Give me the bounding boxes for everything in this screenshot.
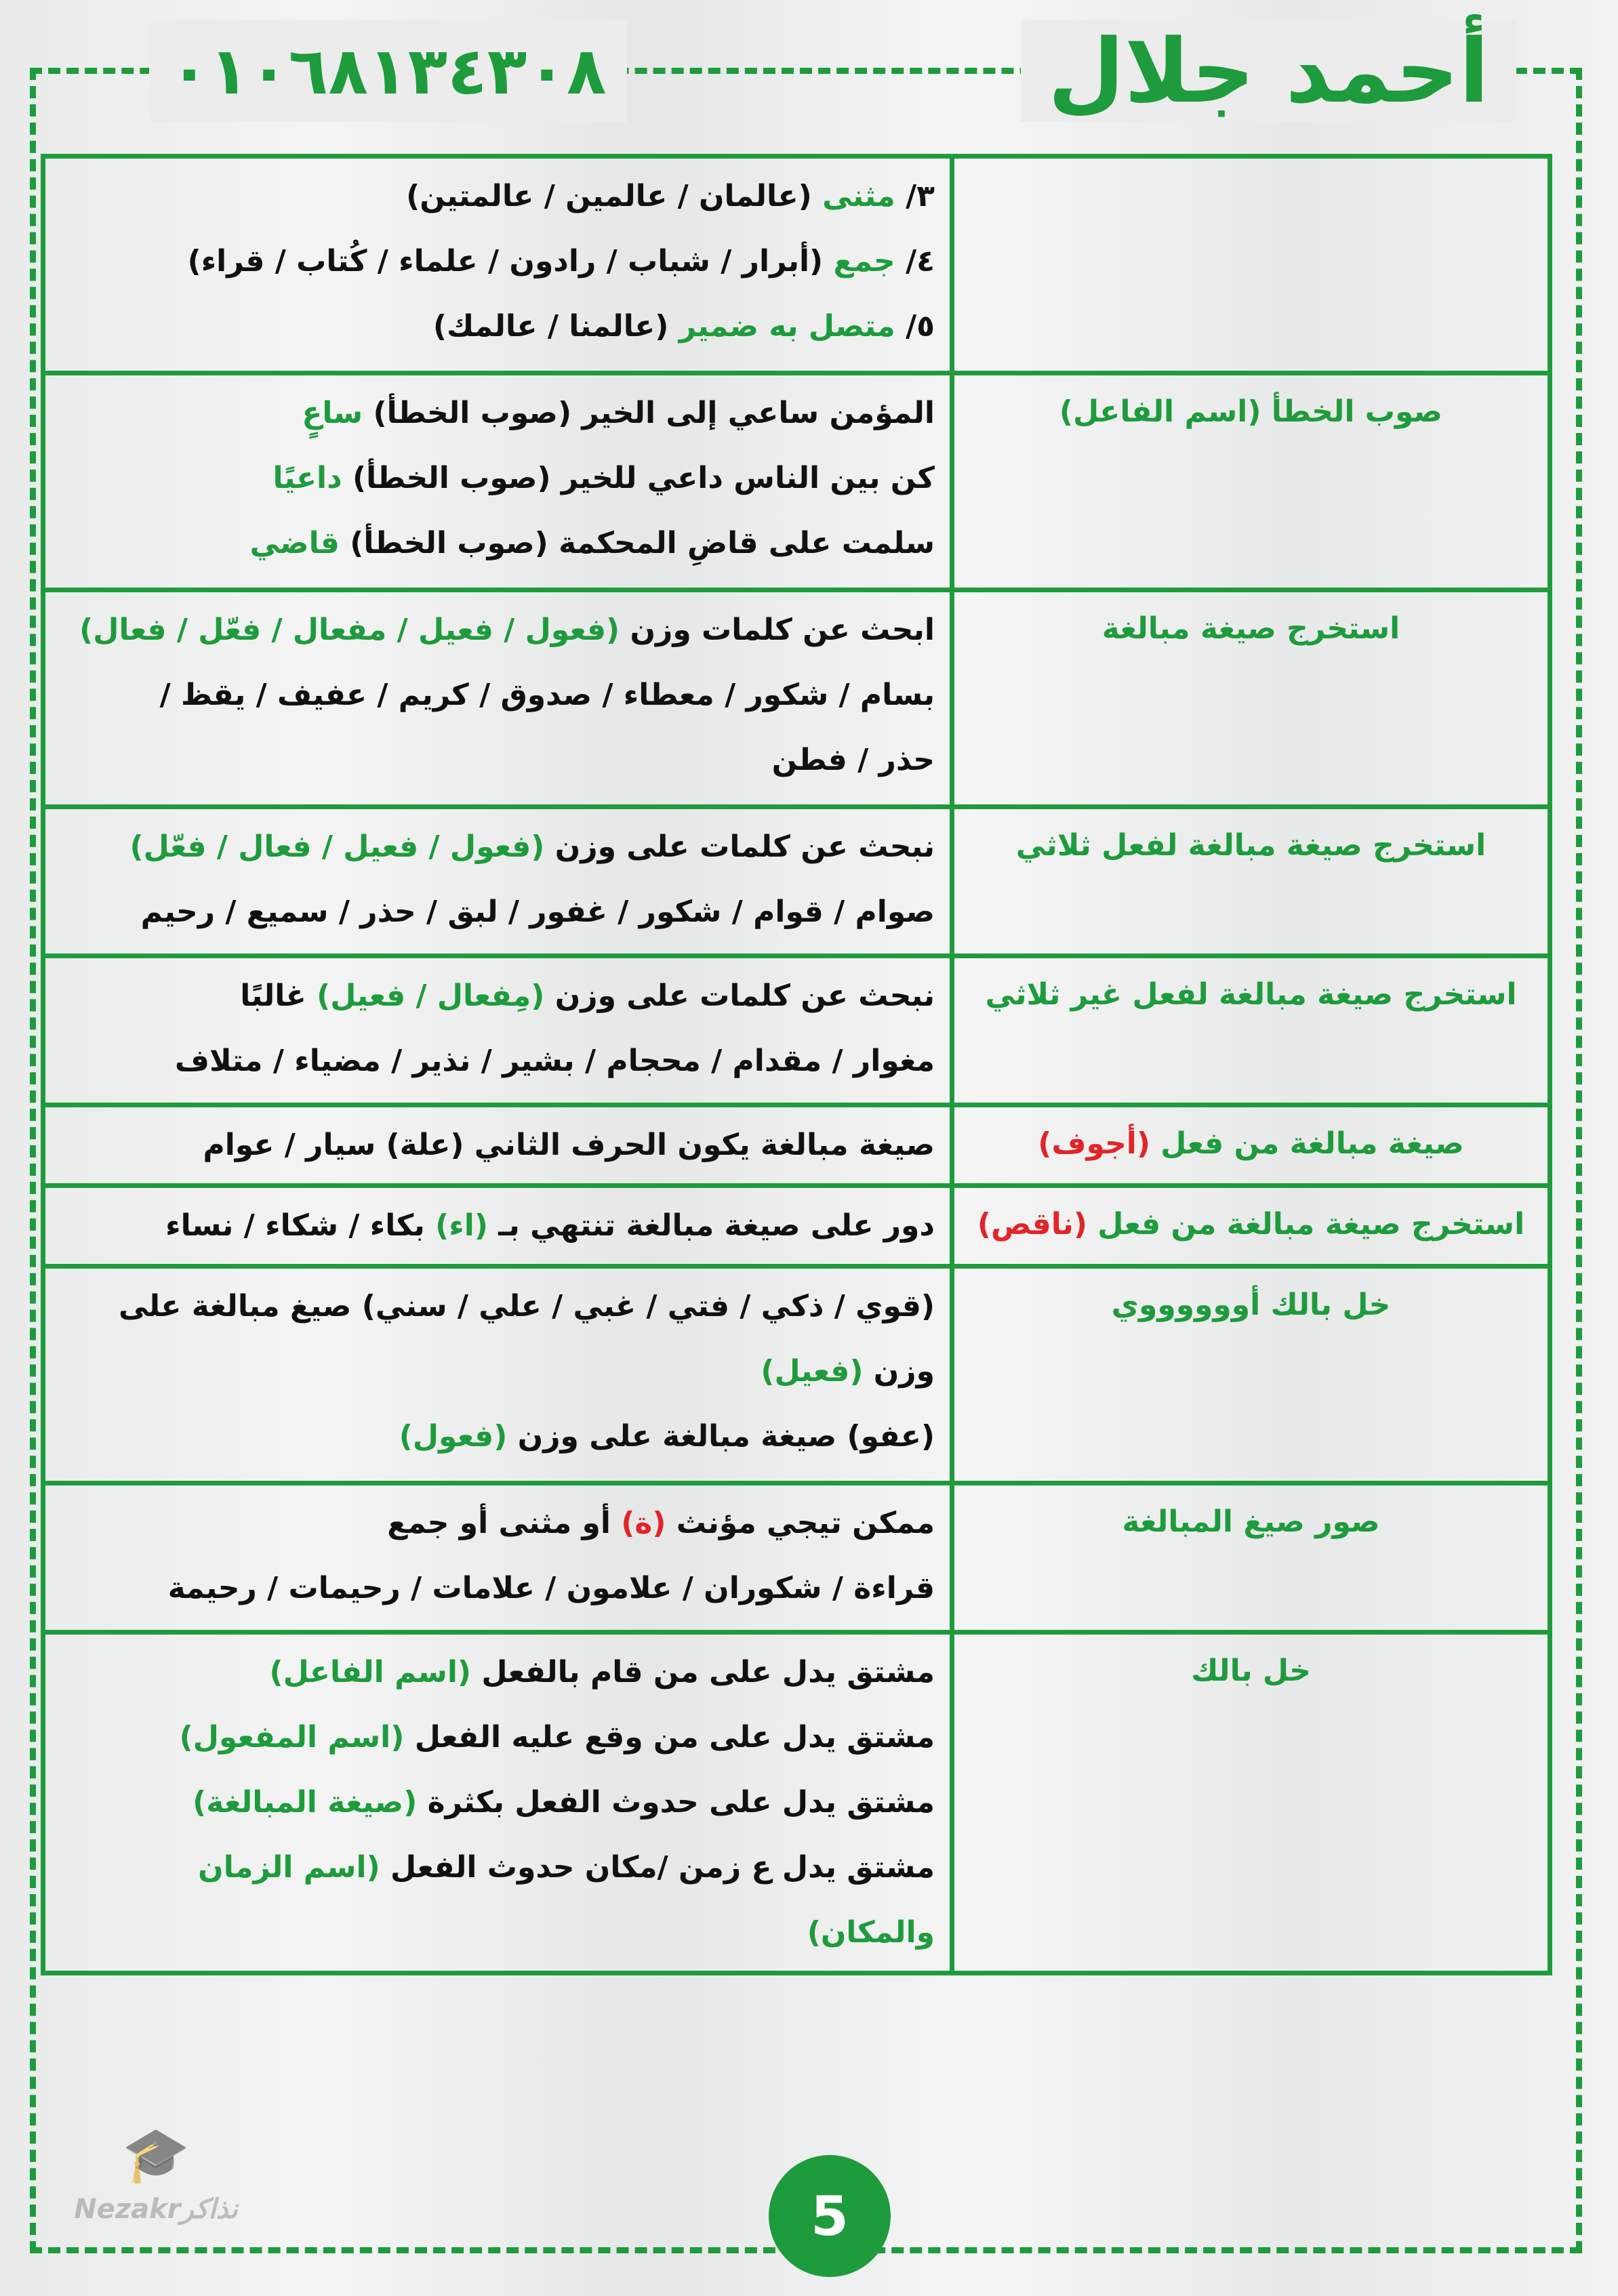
text-segment: صيغة مبالغة يكون الحرف الثاني (علة) سيار / عوام (203, 1128, 935, 1162)
text-segment: داعيًا (272, 461, 342, 495)
text-segment: المؤمن ساعي إلى الخير (صوب الخطأ) (363, 396, 935, 430)
content-line (60, 1029, 935, 1094)
text-segment: (فعول) (399, 1419, 508, 1454)
content-line (60, 964, 935, 1029)
row-content (43, 157, 952, 373)
text-segment: (فعيل) (761, 1354, 864, 1389)
row-content (43, 590, 952, 807)
text-segment: ساعٍ (302, 396, 363, 430)
text-segment: مثنى (811, 179, 895, 213)
text-segment: دور على صيغة مبالغة تنتهي بـ (487, 1208, 935, 1243)
row-content (43, 1186, 952, 1267)
row-label (952, 590, 1550, 807)
page-number: 5 (769, 2155, 891, 2277)
author-name: أحمد جلال (1021, 20, 1516, 122)
text-segment: (اسم الفاعل) (269, 1655, 472, 1689)
text-segment: متصل به ضمير (668, 309, 895, 344)
content-line (60, 1491, 935, 1556)
text-segment: سلمت على قاضِ المحكمة (صوب الخطأ) (339, 526, 935, 560)
row-label (952, 1186, 1550, 1267)
content-line (60, 511, 935, 576)
row-label (952, 1483, 1550, 1633)
text-segment: مشتق يدل على حدوث الفعل بكثرة (417, 1785, 935, 1820)
text-segment: أو مثنى أو جمع (387, 1506, 622, 1540)
logo-text: Nezakrنذاكر (74, 2194, 238, 2225)
row-content (43, 807, 952, 956)
text-segment: (ناقص) (977, 1207, 1087, 1242)
content-line (60, 446, 935, 511)
grammar-table (41, 154, 1552, 1975)
text-segment: (عالمنا / عالمك) (432, 309, 669, 344)
row-content (43, 956, 952, 1105)
text-segment: وزن (863, 1354, 935, 1389)
content-line (60, 880, 935, 945)
table-row (43, 590, 1550, 807)
content-line (60, 381, 935, 446)
table-row (43, 1105, 1550, 1186)
content-line (60, 1705, 935, 1770)
text-segment: ٣/ (895, 179, 935, 213)
content-line (60, 294, 935, 359)
text-segment: خل بالك أووووووي (1111, 1288, 1391, 1322)
nezakr-logo (54, 2121, 258, 2257)
text-segment: مشتق يدل ع زمن /مكان حدوث الفعل (380, 1850, 935, 1885)
text-segment: ٤/ (895, 244, 935, 279)
text-segment: استخرج صيغة مبالغة من فعل (1087, 1207, 1525, 1242)
row-content (43, 1633, 952, 1973)
content-line (60, 1193, 935, 1258)
row-label (952, 807, 1550, 956)
content-line (60, 1556, 935, 1621)
content-line (60, 1640, 935, 1705)
text-segment: صوب الخطأ (اسم الفاعل) (1059, 394, 1443, 429)
text-segment: (فعول / فعيل / فعال / فعّل) (129, 829, 545, 864)
text-segment: (قوي / ذكي / فتي / غبي / علي / سني) صيغ مبالغة على (118, 1289, 935, 1324)
text-segment: خل بالك (1191, 1654, 1311, 1688)
text-segment: مشتق يدل على من قام بالفعل (471, 1655, 935, 1689)
text-segment: جمع (823, 244, 895, 279)
row-label (952, 1105, 1550, 1186)
content-line (60, 598, 935, 663)
table-row (43, 1267, 1550, 1483)
text-segment: صوام / قوام / شكور / غفور / لبق / حذر / سميع / رحيم (140, 895, 935, 929)
row-label (952, 373, 1550, 590)
content-line (60, 663, 935, 728)
content-line (60, 229, 935, 294)
text-segment: استخرج صيغة مبالغة لفعل غير ثلاثي (985, 977, 1517, 1012)
row-content (43, 1105, 952, 1186)
text-segment: (فعول / فعيل / مفعال / فعّل / فعال) (79, 613, 620, 647)
text-segment: (اسم الزمان والمكان) (198, 1850, 935, 1950)
text-segment: (اء) (435, 1208, 488, 1243)
content-line (60, 1339, 935, 1404)
text-segment: حذر / فطن (771, 743, 935, 777)
content-line (60, 728, 935, 793)
content-line (60, 1113, 935, 1178)
text-segment: (اسم المفعول) (179, 1720, 405, 1755)
text-segment: قاضي (249, 526, 340, 560)
text-segment: (أبرار / شباب / رادون / علماء / كُتاب / قراء) (187, 244, 824, 279)
table-row (43, 1633, 1550, 1973)
text-segment: (أجوف) (1038, 1126, 1150, 1161)
text-segment: ابحث عن كلمات وزن (620, 613, 935, 647)
text-segment: بسام / شكور / معطاء / صدوق / كريم / عفيف / يقظ / (159, 678, 935, 712)
text-segment: (عالمان / عالمين / عالمتين) (406, 179, 812, 213)
text-segment: قراءة / شكوران / علامون / علامات / رحيمات / رحيمة (167, 1571, 935, 1605)
text-segment: صور صيغ المبالغة (1122, 1504, 1380, 1539)
text-segment: نبحث عن كلمات على وزن (544, 979, 935, 1013)
text-segment: بكاء / شكاء / نساء (165, 1208, 436, 1243)
table-row (43, 157, 1550, 373)
text-segment: كن بين الناس داعي للخير (صوب الخطأ) (342, 461, 935, 495)
phone-number: ٠١٠٦٨١٣٤٣٠٨ (149, 20, 627, 122)
row-label (952, 956, 1550, 1105)
row-label (952, 1267, 1550, 1483)
text-segment: صيغة مبالغة من فعل (1150, 1126, 1464, 1161)
row-label (952, 157, 1550, 373)
text-segment: غالبًا (240, 979, 317, 1013)
text-segment: استخرج صيغة مبالغة لفعل ثلاثي (1015, 828, 1486, 863)
text-segment: استخرج صيغة مبالغة (1101, 611, 1400, 646)
text-segment: نبحث عن كلمات على وزن (544, 829, 935, 864)
text-segment: ممكن تيجي مؤنث (666, 1506, 935, 1540)
row-label (952, 1633, 1550, 1973)
content-line (60, 164, 935, 229)
content-line (60, 1404, 935, 1469)
content-line (60, 1770, 935, 1835)
content-line (60, 815, 935, 880)
table-row (43, 1483, 1550, 1633)
row-content (43, 1267, 952, 1483)
row-content (43, 1483, 952, 1633)
table-row (43, 807, 1550, 956)
row-content (43, 373, 952, 590)
graduation-cap-icon: 🎓 (122, 2123, 190, 2186)
content-line (60, 1835, 935, 1965)
text-segment: (عفو) صيغة مبالغة على وزن (507, 1419, 935, 1454)
content-line (60, 1274, 935, 1339)
table-row (43, 1186, 1550, 1267)
table-row (43, 956, 1550, 1105)
table-row (43, 373, 1550, 590)
text-segment: (صيغة المبالغة) (193, 1785, 418, 1820)
text-segment: (ة) (621, 1506, 666, 1540)
text-segment: مشتق يدل على من وقع عليه الفعل (404, 1720, 935, 1755)
text-segment: ٥/ (895, 309, 935, 344)
text-segment: (مِفعال / فعيل) (317, 979, 545, 1013)
text-segment: مغوار / مقدام / محجام / بشير / نذير / مضياء / متلاف (174, 1044, 935, 1078)
